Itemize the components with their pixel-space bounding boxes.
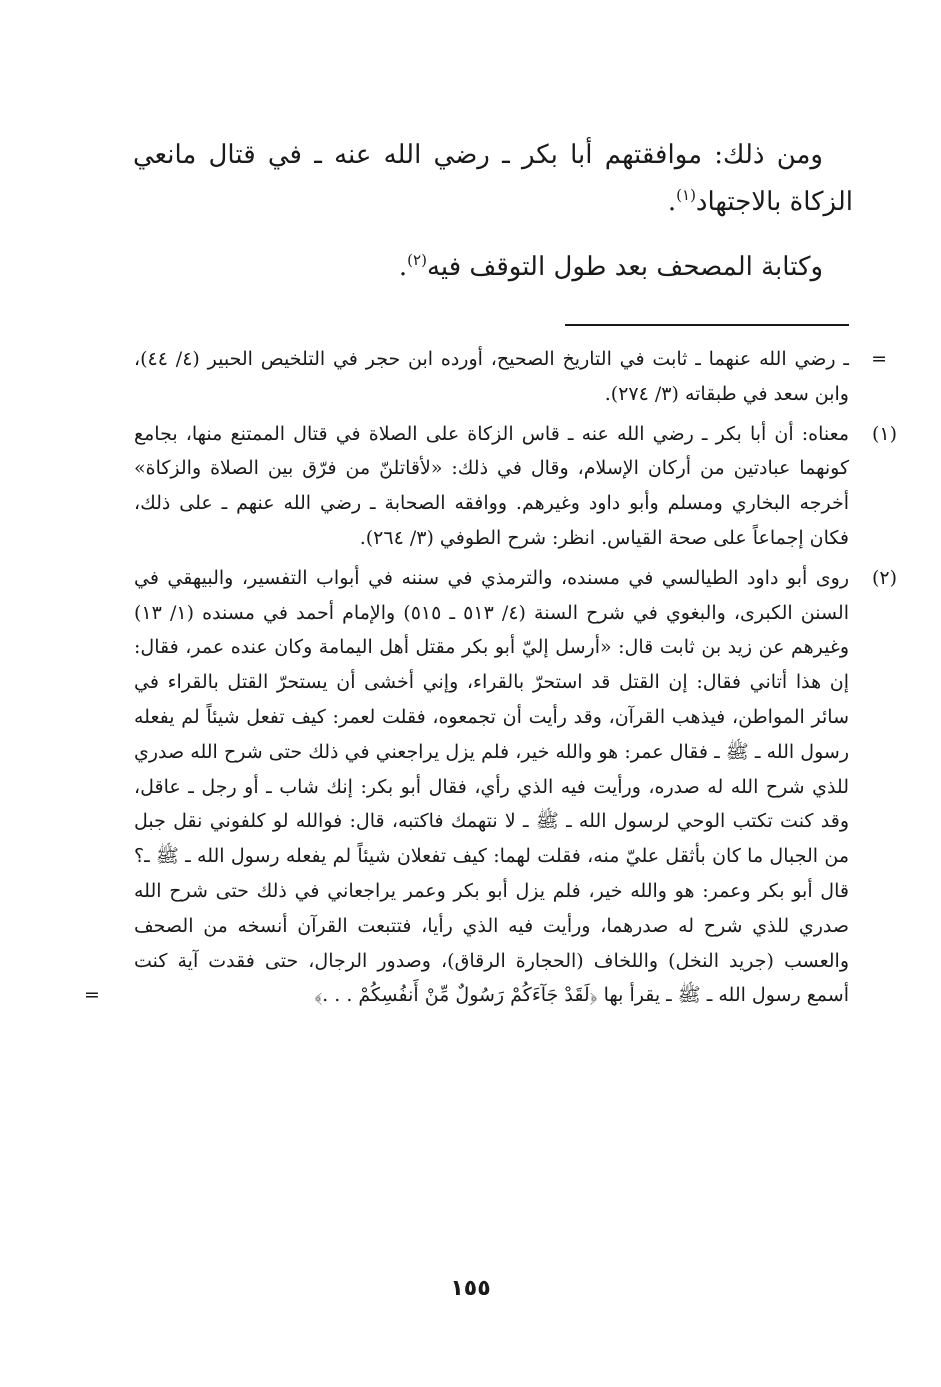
footnote-ref-2: (٢) (407, 251, 427, 269)
footnote-ref-1: (١) (676, 186, 696, 204)
main-paragraph-1-text: ومن ذلك: موافقتهم أبا بكر ـ رضي الله عنه ـ في قتال مانعي الزكاة بالاجتهاد (133, 140, 853, 217)
footnote-continuation-text: ـ رضي الله عنهما ـ ثابت في التاريخ الصحيح، أورده ابن حجر في التلخيص الحبير (٤/ ٤٤)، وابن سعد في طبقاته (٣/ ٢٧٤). (134, 348, 849, 405)
footnote-2-text: روى أبو داود الطيالسي في مسنده، والترمذي في سننه في أبواب التفسير، والبيهقي في السنن الكبرى، والبغوي في شرح السنة (٤/ ٥١٣ ـ ٥١٥) والإمام أحمد في مسنده (١/ ١٣) وغيرهم عن زيد بن ثابت قال: «أرسل إليّ أبو بكر مقتل أهل اليمامة وكان عنده عمر، فقال: إن هذا أتاني فقال: إن القتل قد استحرّ بالقراء، وإني أخشى أن يستحرّ القتل بالقراء في سائر المواطن، فيذهب القرآن، وقد رأيت أن تجمعوه، فقلت لعمر: كيف تفعل شيئاً لم يفعله رسول الله ـ ﷺ ـ فقال عمر: هو والله خير، فلم يزل يراجعني في ذلك حتى شرح الله صدري للذي شرح الله له صدره، ورأيت فيه الذي رأي، فقال أبو بكر: إنك شاب ـ أو رجل ـ عاقل، وقد كنت تكتب الوحي لرسول الله ـ ﷺ ـ لا نتهمك فاكتبه، قال: فوالله لو كلفوني نقل جبل من الجبال ما كان بأثقل عليّ منه، فقلت لهما: كيف تفعلان شيئاً لم يفعله رسول الله ـ ﷺ ـ؟ قال أبو بكر وعمر: هو والله خير، فلم يزل أبو بكر وعمر يراجعاني في ذلك حتى شرح الله صدري للذي شرح له صدرهما، ورأيت فيه الذي رأيا، فتتبعت القرآن أنسخه من الصحف والعسب (جريد النخل) واللخاف (الحجارة الرقاق)، وصدور الرجال، حتى فقدت آية كنت أسمع رسول الله ـ ﷺ ـ يقرأ بها ﴿لَقَدْ جَآءَكُمْ رَسُولٌ مِّنْ أَنفُسِكُمْ . . .﴾ (134, 566, 849, 1007)
footnote-2-number: (٢) (871, 566, 897, 589)
main-paragraph-2-text: وكتابة المصحف بعد طول التوقف فيه (426, 252, 823, 282)
main-paragraph-2-end: . (398, 252, 408, 282)
main-paragraph-2 (133, 244, 853, 291)
footnote-separator (565, 324, 849, 326)
footnote-continuation (134, 342, 887, 412)
footnotes (84, 342, 897, 1018)
main-paragraph-1-end: . (667, 187, 677, 217)
continuation-marker-top: = (871, 348, 887, 370)
continuation-marker-bottom: = (84, 984, 100, 1007)
main-paragraph-1 (133, 132, 853, 226)
footnote-1-number: (١) (871, 422, 897, 445)
main-text (133, 132, 853, 291)
footnote-2 (84, 561, 897, 1013)
page-number: ١٥٥ (450, 1276, 491, 1301)
footnote-1-text: معناه: أن أبا بكر ـ رضي الله عنه ـ قاس الزكاة على الصلاة في قتال الممتنع منها، بجامع كونهما عبادتين من أركان الإسلام، وقال في ذلك: «لأقاتلنّ من فرّق بين الصلاة والزكاة» أخرجه البخاري ومسلم وأبو داود وغيرهم. ووافقه الصحابة ـ رضي الله عنهم ـ على ذلك، فكان إجماعاً على صحة القياس. انظر: شرح الطوفي (٣/ ٢٦٤). (134, 422, 849, 549)
footnote-1 (134, 417, 897, 556)
